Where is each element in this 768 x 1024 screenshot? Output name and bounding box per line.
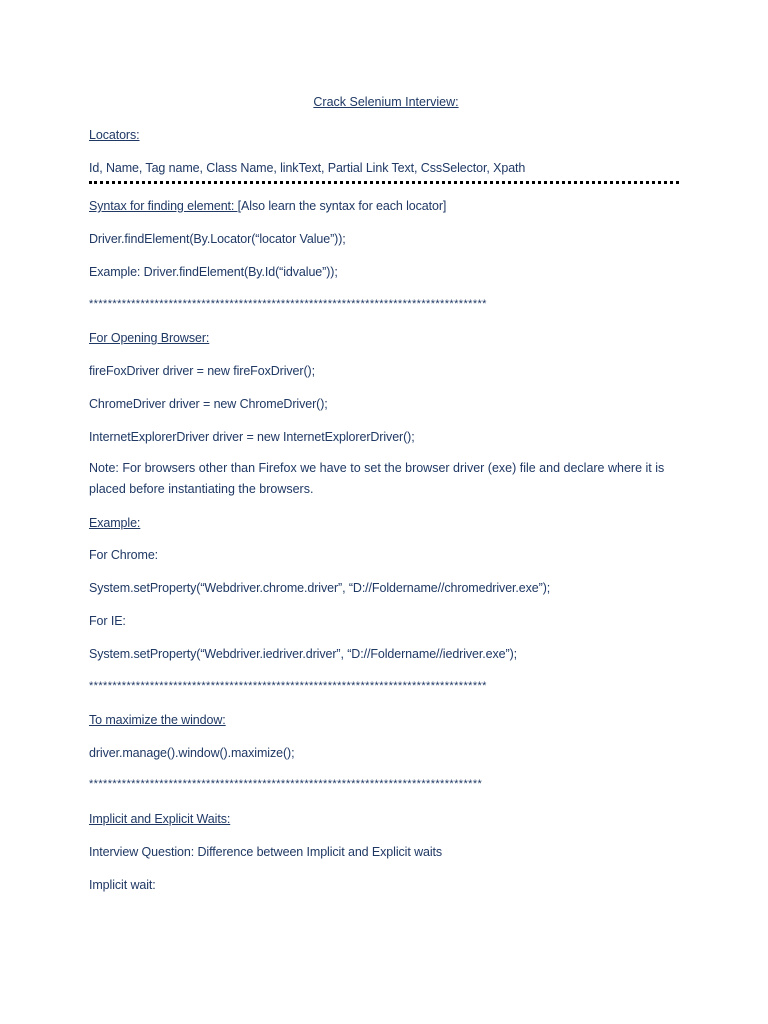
locators-list: Id, Name, Tag name, Class Name, linkText, Partial Link Text, CssSelector, Xpath	[89, 161, 526, 175]
example-heading: Example:	[89, 516, 141, 530]
ie-property-line: System.setProperty(“Webdriver.iedriver.driver”, “D://Foldername//iedriver.exe”);	[89, 647, 518, 661]
interview-question: Interview Question: Difference between Implicit and Explicit waits	[89, 845, 443, 859]
separator-stars-1: *************************************************************************************	[89, 298, 487, 310]
syntax-note: Also learn the syntax for each locator]	[241, 199, 447, 213]
waits-heading: Implicit and Explicit Waits:	[89, 812, 231, 826]
syntax-line-heading	[89, 198, 446, 214]
separator-stars-2: *************************************************************************************	[89, 680, 487, 692]
note-paragraph: Note: For browsers other than Firefox we have to set the browser driver (exe) file and declare where it is placed before instantiating the browsers.	[89, 461, 665, 496]
syntax-line: Driver.findElement(By.Locator(“locator Value”));	[89, 232, 346, 246]
firefox-line: fireFoxDriver driver = new fireFoxDriver();	[89, 364, 315, 378]
chrome-property-line: System.setProperty(“Webdriver.chrome.driver”, “D://Foldername//chromedriver.exe”);	[89, 581, 551, 595]
ie-line: InternetExplorerDriver driver = new InternetExplorerDriver();	[89, 430, 415, 444]
document-title: Crack Selenium Interview:	[313, 95, 459, 109]
syntax-heading: Syntax for finding element: [	[89, 199, 242, 213]
separator-stars-3: ************************************************************************************	[89, 778, 483, 790]
maximize-line: driver.manage().window().maximize();	[89, 746, 295, 760]
browser-heading: For Opening Browser:	[89, 331, 210, 345]
for-ie-label: For IE:	[89, 614, 126, 628]
dotted-rule	[89, 181, 679, 184]
for-chrome-label: For Chrome:	[89, 548, 159, 562]
locators-heading: Locators:	[89, 128, 140, 142]
syntax-example: Example: Driver.findElement(By.Id(“idvalue”));	[89, 265, 338, 279]
chrome-line: ChromeDriver driver = new ChromeDriver();	[89, 397, 328, 411]
maximize-heading: To maximize the window:	[89, 713, 226, 727]
implicit-wait-label: Implicit wait:	[89, 878, 156, 892]
